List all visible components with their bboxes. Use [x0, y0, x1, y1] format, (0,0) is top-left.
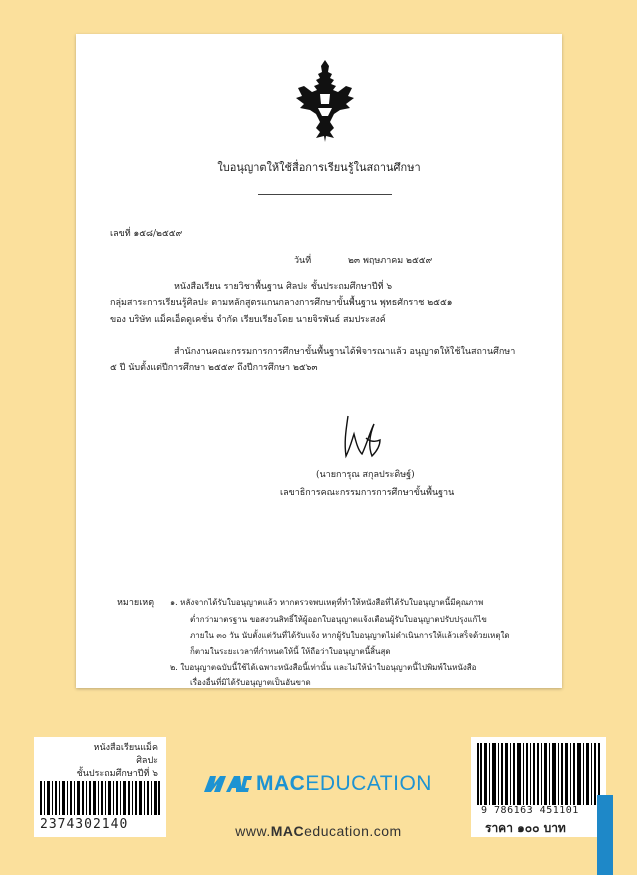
body-line-1: หนังสือเรียน รายวิชาพื้นฐาน ศิลปะ ชั้นประถมศึกษาปีที่ ๖: [174, 282, 393, 292]
letter-title: ใบอนุญาตให้ใช้สื่อการเรียนรู้ในสถานศึกษา: [217, 161, 421, 174]
note-line-5: ๒. ใบอนุญาตฉบับนี้ใช้ได้เฉพาะหนังสือนี้เท่านั้น และไม่ให้นำใบอนุญาตนี้ไปพิมพ์ในหนังสือ: [170, 663, 477, 672]
body-line-2: กลุ่มสาระการเรียนรู้ศิลปะ ตามหลักสูตรแกนกลางการศึกษาขั้นพื้นฐาน พุทธศักราช ๒๕๕๑: [110, 298, 453, 308]
approval-line-2: ๕ ปี นับตั้งแต่ปีการศึกษา ๒๕๕๙ ถึงปีการศึกษา ๒๕๖๓: [110, 363, 318, 373]
book-code-sticker: [34, 737, 166, 837]
note-line-1: ๑. หลังจากได้รับใบอนุญาตแล้ว หากตรวจพบเหตุที่ทำให้หนังสือที่ได้รับใบอนุญาตนี้มีคุณภาพ: [170, 598, 484, 607]
url-bold: MAC: [270, 823, 305, 839]
isbn-box: [471, 737, 606, 837]
signer-name: (นายการุณ สกุลประดิษฐ์): [316, 470, 415, 480]
url-prefix: www.: [235, 823, 271, 839]
notes-label: หมายเหตุ: [117, 598, 155, 608]
license-number: เลขที่ ๑๕๘/๒๕๕๙: [110, 229, 183, 239]
body-line-3: ของ บริษัท แม็คเอ็ดดูเคชั่น จำกัด เรียบเรียงโดย นายจิรพันธ์ สมประสงค์: [110, 315, 386, 325]
signer-title: เลขาธิการคณะกรรมการการศึกษาขั้นพื้นฐาน: [280, 488, 455, 498]
note-line-2: ต่ำกว่ามาตรฐาน ขอสงวนสิทธิ์ให้ผู้ออกใบอนุญาตแจ้งเตือนผู้รับใบอนุญาตปรับปรุงแก้ไข: [190, 615, 487, 624]
sticker-grade: ชั้นประถมศึกษาปีที่ ๖: [76, 769, 158, 779]
note-line-6: เรื่องอื่นที่มิได้รับอนุญาตเป็นอันขาด: [190, 678, 311, 687]
garuda-emblem: [294, 56, 356, 146]
date-label: วันที่: [294, 256, 312, 266]
approval-line-1: สำนักงานคณะกรรมการการศึกษาขั้นพื้นฐานได้พิจารณาแล้ว อนุญาตให้ใช้ในสถานศึกษา: [174, 347, 516, 357]
url-suffix: education.com: [304, 823, 402, 839]
brand-name-bold: MAC: [256, 772, 306, 795]
signature: [340, 412, 384, 464]
sticker-series: หนังสือเรียนแม็ค: [93, 743, 158, 753]
blue-tab: [597, 795, 613, 875]
sticker-barcode: [40, 781, 160, 815]
brand-name: [256, 772, 432, 796]
brand-name-rest: EDUCATION: [305, 772, 432, 795]
sticker-subject: ศิลปะ: [136, 756, 158, 766]
price: ราคา ๑๐๐ บาท: [485, 821, 566, 835]
note-line-3: ภายใน ๓๐ วัน นับตั้งแต่วันที่ได้รับแจ้ง หากผู้รับใบอนุญาตไม่ดำเนินการให้แล้วเสร็จด้วยเหตุใด: [190, 631, 510, 640]
isbn-barcode: [477, 743, 600, 805]
license-letter: [76, 34, 562, 688]
isbn-digits: 9 786163 451101: [481, 805, 579, 816]
mac-logo-icon: [202, 772, 254, 796]
note-line-4: ก็ตามในระยะเวลาที่กำหนดให้นี้ ให้ถือว่าใบอนุญาตนี้สิ้นสุด: [190, 647, 391, 656]
date-value: ๒๓ พฤษภาคม ๒๕๕๙: [348, 256, 433, 266]
title-underline: [258, 194, 392, 195]
sticker-code: 2374302140: [40, 817, 129, 832]
